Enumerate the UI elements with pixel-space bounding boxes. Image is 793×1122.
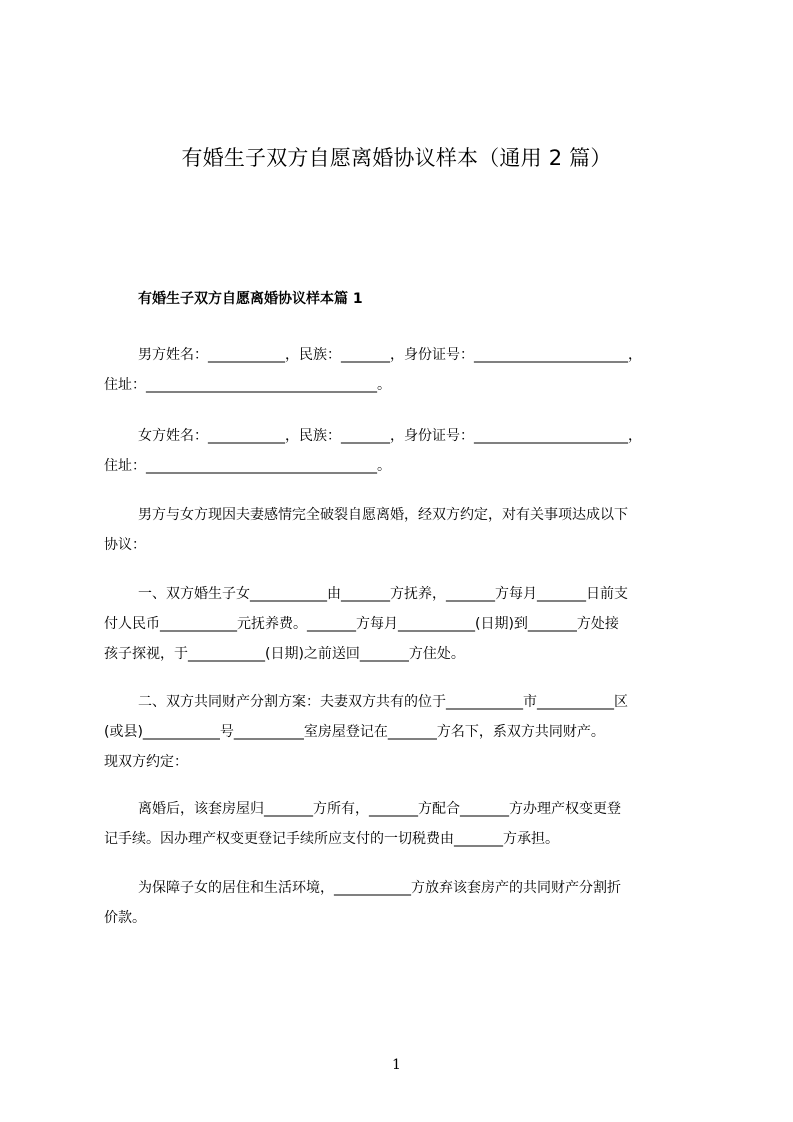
paragraph-house-ownership [104, 794, 704, 854]
paragraph-female-info [104, 421, 704, 481]
text-line: (或县)___________号__________室房屋登记在_______方名下，系双方共同财产。 [104, 724, 605, 740]
text-line: 协议： [104, 537, 146, 553]
text-line: 二、双方共同财产分割方案：夫妻双方共有的位于___________市___________区 [138, 694, 628, 710]
text-line: 现双方约定： [104, 754, 188, 770]
paragraph-male-info [104, 340, 704, 400]
paragraph-waiver [104, 873, 704, 933]
page-number: 1 [392, 1057, 401, 1073]
text-line: 住址：_________________________________。 [104, 377, 391, 393]
text-line: 为保障子女的居住和生活环境，___________方放弃该套房产的共同财产分割折 [138, 880, 621, 896]
text-line: 男方姓名：___________，民族：_______，身份证号：______________________， [138, 347, 642, 363]
section-heading: 有婚生子双方自愿离婚协议样本篇 1 [138, 291, 363, 307]
paragraph-preamble [104, 500, 704, 560]
text-line: 离婚后，该套房屋归_______方所有，_______方配合_______方办理产权变更登 [138, 801, 621, 817]
text-line: 一、双方婚生子女___________由_______方抚养，_______方每月_______日前支 [138, 586, 628, 602]
paragraph-property-clause [104, 687, 704, 777]
text-line: 价款。 [104, 910, 146, 926]
document-title: 有婚生子双方自愿离婚协议样本（通用 2 篇） [181, 146, 612, 170]
text-line: 女方姓名：___________，民族：_______，身份证号：______________________， [138, 428, 642, 444]
text-line: 记手续。因办理产权变更登记手续所应支付的一切税费由_______方承担。 [104, 831, 559, 847]
text-line: 孩子探视，于___________(日期)之前送回_______方住处。 [104, 646, 465, 662]
text-line: 男方与女方现因夫妻感情完全破裂自愿离婚，经双方约定，对有关事项达成以下 [138, 507, 628, 523]
text-line: 住址：_________________________________。 [104, 458, 391, 474]
text-line: 付人民币___________元抚养费。_______方每月___________(日期)到_______方处接 [104, 616, 619, 632]
paragraph-custody-clause [104, 579, 704, 669]
